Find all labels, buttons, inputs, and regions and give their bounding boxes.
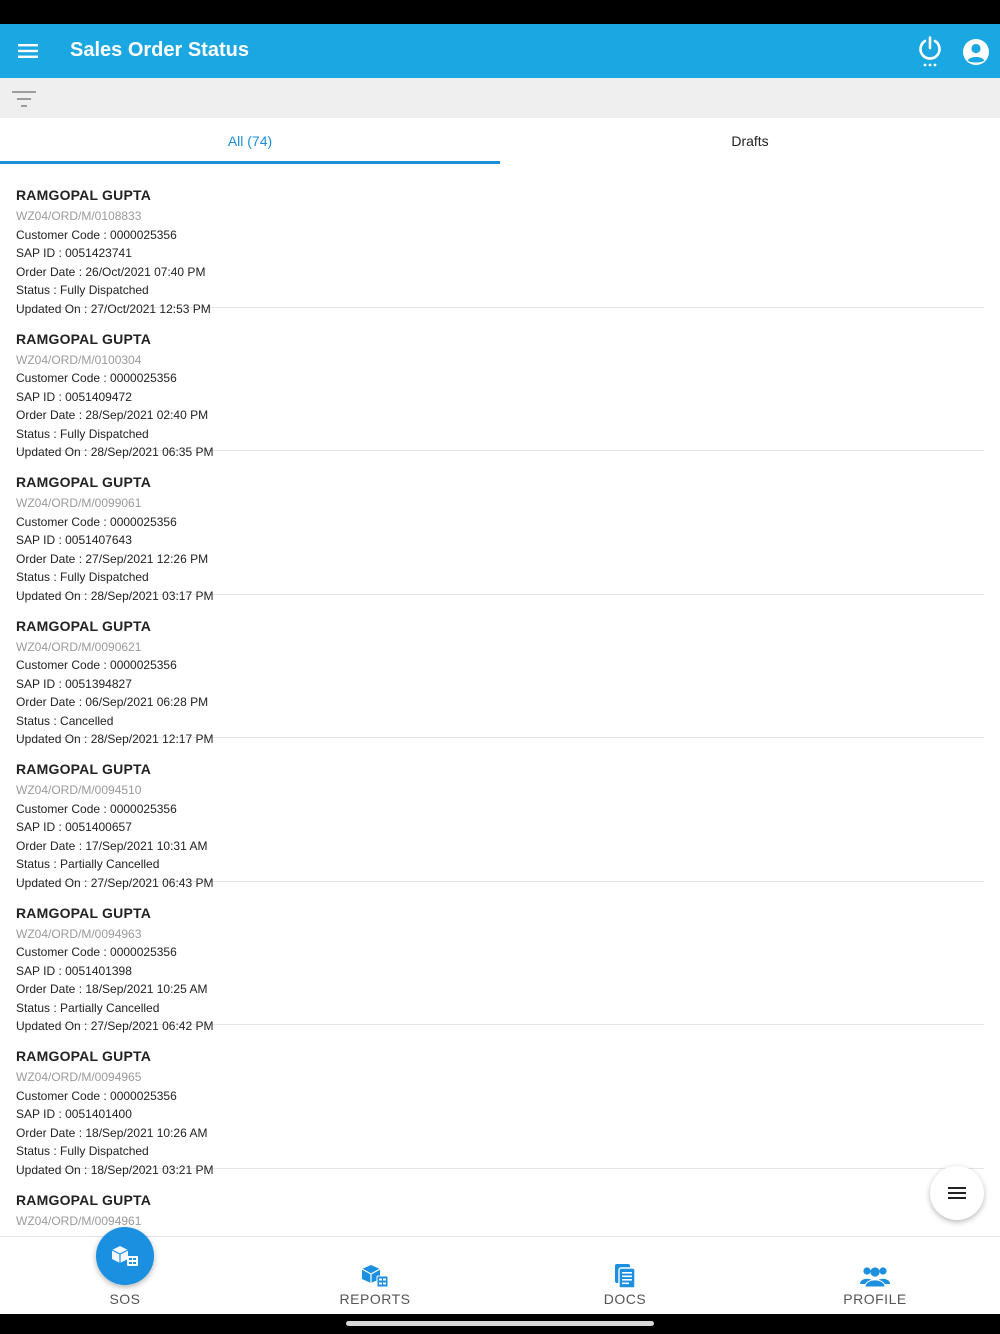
page-title: Sales Order Status (70, 39, 249, 61)
device-status-bar (0, 0, 1000, 24)
order-reference: WZ04/ORD/M/0100304 (16, 352, 142, 367)
customer-name: RAMGOPAL GUPTA (16, 330, 152, 347)
order-reference: WZ04/ORD/M/0094510 (16, 783, 142, 797)
nav-reports[interactable] (250, 1237, 500, 1315)
list-item[interactable] (16, 451, 984, 603)
boxes-icon (111, 1244, 139, 1268)
tab-all[interactable]: All (74) (227, 133, 273, 149)
filter-button[interactable] (8, 86, 40, 112)
tab-bar (0, 118, 1000, 164)
order-date: Order Date : 26/Oct/2021 07:40 PM (16, 264, 206, 279)
order-status: Status : Fully Dispatched (16, 570, 149, 584)
sos-button-circle (96, 1227, 154, 1285)
customer-code: Customer Code : 0000025356 (16, 514, 177, 529)
order-date: Order Date : 18/Sep/2021 10:25 AM (16, 982, 208, 996)
customer-name: RAMGOPAL GUPTA (16, 1191, 152, 1208)
account-button[interactable] (958, 34, 994, 70)
order-reference: WZ04/ORD/M/0094963 (16, 926, 142, 941)
customer-code: Customer Code : 0000025356 (16, 945, 177, 959)
order-list (0, 164, 1000, 1236)
updated-on: Updated On : 27/Sep/2021 06:43 PM (16, 875, 214, 890)
updated-on: Updated On : 18/Sep/2021 03:21 PM (16, 1162, 214, 1177)
nav-icon-wrap (357, 1263, 393, 1289)
customer-code: Customer Code : 0000025356 (16, 371, 177, 385)
nav-label-sos: SOS (109, 1291, 141, 1307)
nav-label-docs: DOCS (603, 1291, 647, 1307)
order-reference: WZ04/ORD/M/0094965 (16, 1070, 142, 1084)
customer-code: Customer Code : 0000025356 (16, 227, 177, 242)
filter-icon (12, 90, 36, 108)
order-date: Order Date : 17/Sep/2021 10:31 AM (16, 838, 208, 853)
menu-button[interactable] (10, 33, 46, 69)
order-date: Order Date : 06/Sep/2021 06:28 PM (16, 695, 209, 709)
menu-icon (18, 43, 38, 59)
sap-id: SAP ID : 0051407643 (16, 533, 132, 547)
customer-code: Customer Code : 0000025356 (16, 1088, 177, 1103)
customer-name: RAMGOPAL GUPTA (16, 474, 152, 490)
home-indicator-area (0, 1314, 1000, 1334)
order-date: Order Date : 28/Sep/2021 02:40 PM (16, 408, 209, 422)
report-cubes-icon (361, 1263, 389, 1289)
customer-name: RAMGOPAL GUPTA (16, 904, 152, 921)
sap-id: SAP ID : 0051394827 (16, 676, 132, 691)
sap-id: SAP ID : 0051409472 (16, 389, 132, 404)
nav-icon-wrap (857, 1263, 893, 1289)
home-indicator[interactable] (346, 1321, 654, 1326)
customer-name: RAMGOPAL GUPTA (16, 617, 152, 634)
list-icon (948, 1186, 966, 1200)
order-status: Status : Partially Cancelled (16, 857, 160, 871)
order-date: Order Date : 18/Sep/2021 10:26 AM (16, 1125, 208, 1140)
order-reference: WZ04/ORD/M/0094961 (16, 1213, 142, 1228)
nav-docs[interactable] (500, 1237, 750, 1315)
updated-on: Updated On : 28/Sep/2021 03:17 PM (16, 588, 214, 603)
list-item[interactable] (16, 308, 984, 459)
customer-name: RAMGOPAL GUPTA (16, 187, 152, 203)
sap-id: SAP ID : 0051423741 (16, 246, 132, 260)
list-item[interactable] (16, 738, 984, 890)
updated-on: Updated On : 28/Sep/2021 06:35 PM (16, 445, 214, 459)
order-date: Order Date : 27/Sep/2021 12:26 PM (16, 551, 209, 566)
power-icon (917, 36, 943, 68)
nav-label-profile: PROFILE (843, 1291, 907, 1307)
customer-code: Customer Code : 0000025356 (16, 658, 177, 672)
list-item[interactable] (16, 1025, 984, 1177)
tab-drafts[interactable]: Drafts (731, 133, 769, 149)
documents-icon (613, 1263, 637, 1289)
filter-bar (0, 78, 1000, 118)
power-button[interactable] (912, 34, 948, 70)
list-item[interactable] (16, 164, 984, 316)
sap-id: SAP ID : 0051400657 (16, 820, 132, 834)
list-item[interactable] (16, 882, 984, 1033)
people-icon (860, 1264, 890, 1288)
order-status: Status : Partially Cancelled (16, 1000, 160, 1015)
updated-on: Updated On : 27/Sep/2021 06:42 PM (16, 1019, 214, 1033)
updated-on: Updated On : 27/Oct/2021 12:53 PM (16, 301, 211, 316)
nav-label-reports: REPORTS (339, 1291, 411, 1307)
list-menu-fab[interactable] (930, 1166, 984, 1220)
bottom-navigation (0, 1236, 1000, 1314)
list-item[interactable] (16, 1169, 984, 1237)
order-reference: WZ04/ORD/M/0090621 (16, 639, 142, 654)
sap-id: SAP ID : 0051401398 (16, 963, 132, 978)
updated-on: Updated On : 28/Sep/2021 12:17 PM (16, 732, 214, 746)
app-bar (0, 24, 1000, 78)
nav-sos[interactable] (0, 1237, 250, 1315)
account-circle-icon (962, 38, 990, 66)
order-status: Status : Fully Dispatched (16, 426, 149, 441)
order-status: Status : Fully Dispatched (16, 1144, 149, 1158)
nav-profile[interactable] (750, 1237, 1000, 1315)
order-status: Status : Fully Dispatched (16, 283, 149, 297)
order-status: Status : Cancelled (16, 713, 114, 728)
order-reference: WZ04/ORD/M/0108833 (16, 209, 142, 223)
customer-name: RAMGOPAL GUPTA (16, 1048, 152, 1064)
order-reference: WZ04/ORD/M/0099061 (16, 496, 142, 510)
customer-name: RAMGOPAL GUPTA (16, 761, 152, 777)
customer-code: Customer Code : 0000025356 (16, 801, 177, 816)
list-item[interactable] (16, 595, 984, 746)
sap-id: SAP ID : 0051401400 (16, 1107, 132, 1121)
nav-icon-wrap (607, 1263, 643, 1289)
